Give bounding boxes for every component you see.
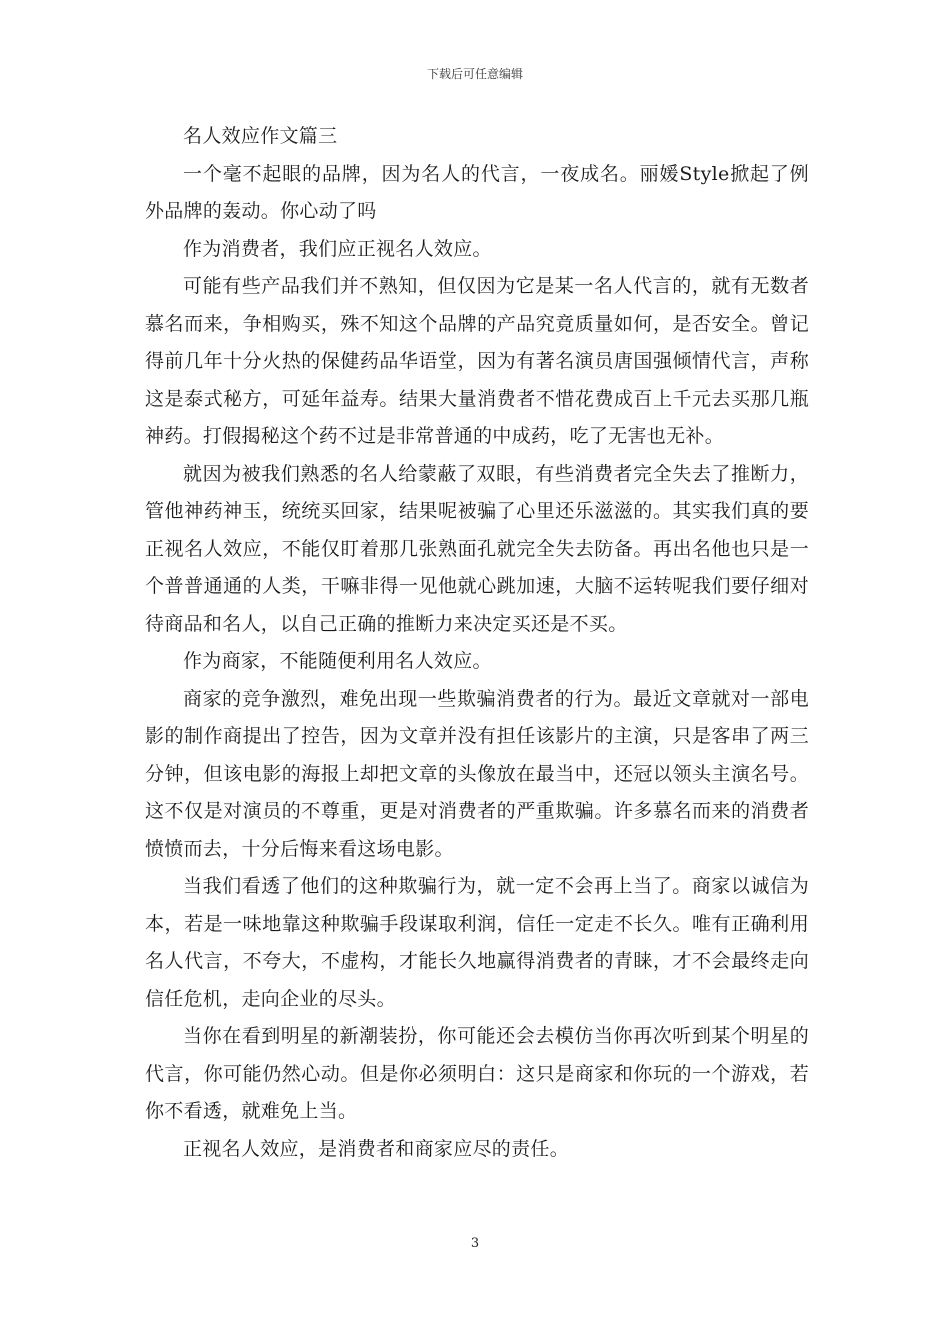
paragraph: 商家的竞争激烈，难免出现一些欺骗消费者的行为。最近文章就对一部电影的制作商提出了控告，因为文章并没有担任该影片的主演，只是客串了两三分钟，但该电影的海报上却把文章的头像放在最当中，还冠以领头主演名号。这不仅是对演员的不尊重，更是对消费者的严重欺骗。许多慕名而来的消费者愤愤而去，十分后悔来看这场电影。 (145, 687, 809, 860)
page-number: 3 (470, 1236, 480, 1251)
paragraph: 就因为被我们熟悉的名人给蒙蔽了双眼，有些消费者完全失去了推断力，管他神药神玉，统统买回家，结果呢被骗了心里还乐滋滋的。其实我们真的要正视名人效应，不能仅盯着那几张熟面孔就完全失去防备。再出名他也只是一个普普通通的人类，干嘛非得一见他就心跳加速，大脑不运转呢我们要仔细对待商品和名人，以自己正确的推断力来决定买还是不买。 (145, 462, 809, 635)
paragraph: 正视名人效应，是消费者和商家应尽的责任。 (183, 1137, 570, 1160)
paragraph: 当我们看透了他们的这种欺骗行为，就一定不会再上当了。商家以诚信为本，若是一味地靠这种欺骗手段谋取利润，信任一定走不长久。唯有正确利用名人代言，不夸大，不虚构，才能长久地赢得消费者的青睐，才不会最终走向信任危机，走向企业的尽头。 (145, 875, 809, 1010)
paragraph: 作为消费者，我们应正视名人效应。 (183, 237, 492, 260)
document-body (145, 118, 809, 1168)
paragraph: 作为商家，不能随便利用名人效应。 (183, 650, 492, 672)
article-title: 名人效应作文篇三 (183, 125, 338, 147)
paragraph: 可能有些产品我们并不熟知，但仅因为它是某一名人代言的，就有无数者慕名而来，争相购买，殊不知这个品牌的产品究竟质量如何，是否安全。曾记得前几年十分火热的保健药品华语堂，因为有著名演员唐国强倾情代言，声称这是泰式秘方，可延年益寿。结果大量消费者不惜花费成百上千元去买那几瓶神药。打假揭秘这个药不过是非常普通的中成药，吃了无害也无补。 (145, 275, 809, 447)
page-header: 下载后可任意编辑 (426, 67, 523, 81)
paragraph: 一个毫不起眼的品牌，因为名人的代言，一夜成名。丽媛Style掀起了例外品牌的轰动。你心动了吗 (145, 162, 809, 222)
paragraph: 当你在看到明星的新潮装扮，你可能还会去模仿当你再次听到某个明星的代言，你可能仍然心动。但是你必须明白：这只是商家和你玩的一个游戏，若你不看透，就难免上当。 (145, 1025, 809, 1122)
